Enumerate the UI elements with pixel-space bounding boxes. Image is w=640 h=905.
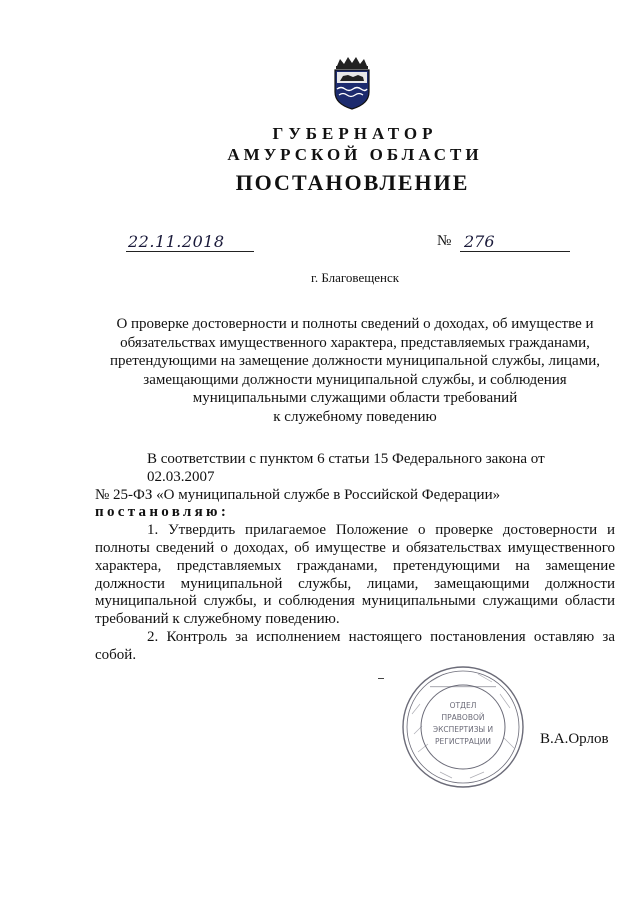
signatory-name: В.А.Орлов	[540, 731, 609, 747]
decree-item-1: 1. Утвердить прилагаемое Положение о проверке достоверности и полноты сведений о доходах, об имуществе и обязательствах имущественного характера, представляемых гражданами, претендующими на замещение должности муниципальной службы, лицами, замещающими должности муниципальной службы, и соблюдения муниципальными служащими области требований к служебному поведению.	[95, 522, 615, 628]
organization-title-line2: АМУРСКОЙ ОБЛАСТИ	[227, 145, 483, 164]
subject-line: обязательствах имущественного характера, представляемых гражданами,	[120, 334, 590, 351]
decree-word: постановляю:	[95, 504, 230, 521]
handwritten-date: 22.11.2018	[128, 232, 225, 251]
date-field	[126, 232, 254, 252]
number-field	[460, 232, 570, 252]
stamp-text-line: ОТДЕЛ	[449, 701, 477, 710]
decree-item-2: 2. Контроль за исполнением настоящего постановления оставляю за собой.	[95, 628, 615, 663]
organization-title-line1: ГУБЕРНАТОР	[272, 124, 438, 143]
document-subject	[95, 315, 615, 426]
handwritten-number: 276	[464, 232, 495, 251]
preamble-line: № 25-ФЗ «О муниципальной службе в Российской Федерации»	[95, 486, 501, 503]
subject-line: к служебному поведению	[273, 408, 437, 425]
preamble-line: В соответствии с пунктом 6 статьи 15 Федерального закона от 02.03.2007	[147, 451, 545, 485]
stamp-text-line: ЭКСПЕРТИЗЫ И	[432, 725, 494, 734]
city-label: г. Благовещенск	[310, 270, 400, 285]
stamp-text-line: РЕГИСТРАЦИИ	[435, 737, 491, 746]
stray-mark	[378, 678, 384, 679]
official-stamp-icon	[400, 664, 526, 790]
number-sign-label: №	[437, 233, 452, 249]
subject-line: замещающими должности муниципальной службы, и соблюдения	[143, 371, 567, 388]
stamp-text-line: ПРАВОВОЙ	[441, 713, 485, 722]
document-type-heading: ПОСТАНОВЛЕНИЕ	[235, 170, 470, 195]
coat-of-arms-icon	[329, 56, 375, 110]
document-body	[95, 451, 615, 665]
subject-line: О проверке достоверности и полноты сведений о доходах, об имуществе и	[116, 316, 594, 332]
subject-line: муниципальными служащими области требований	[192, 390, 518, 406]
subject-line: претендующими на замещение должности муниципальной службы, лицами,	[110, 353, 600, 369]
